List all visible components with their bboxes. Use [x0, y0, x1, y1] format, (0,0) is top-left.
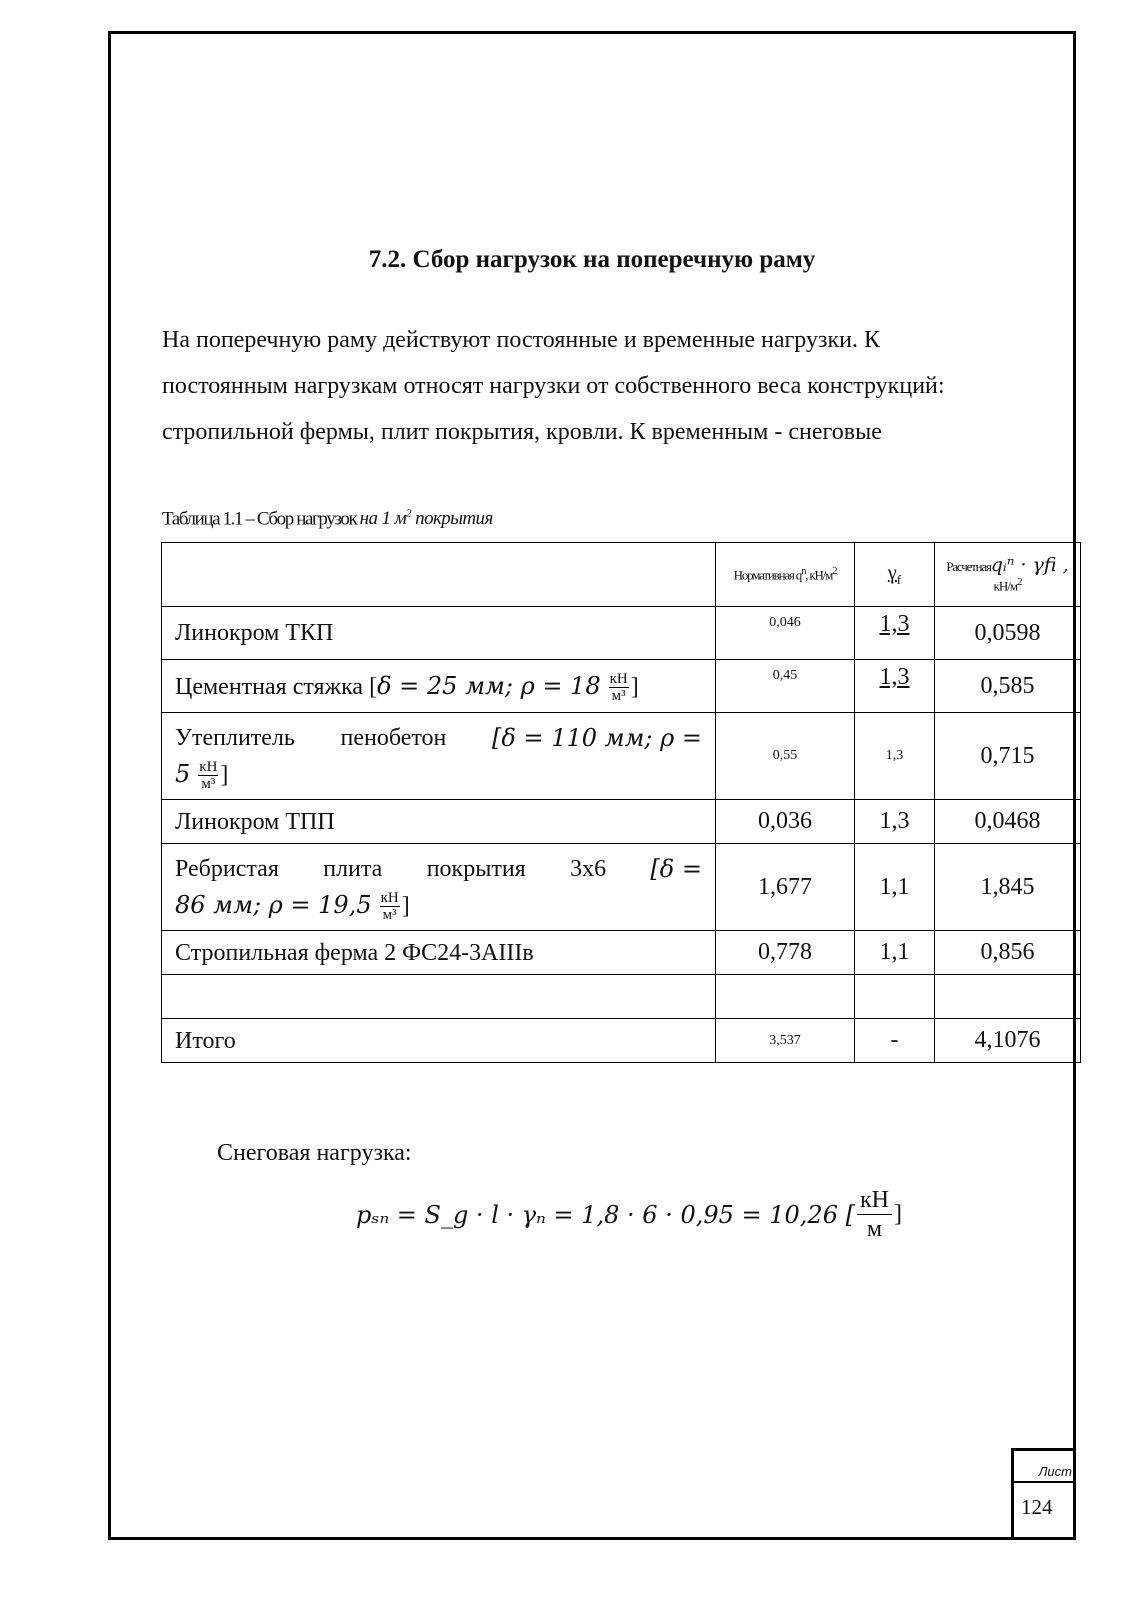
- caption-sup: 2: [406, 508, 412, 520]
- row-gamma: 1,1: [855, 931, 935, 975]
- header-normative: Нормативная $q^n$, $кН/м^2$: [716, 543, 855, 607]
- row-gamma: 1,3: [855, 713, 935, 800]
- row-name: Итого: [162, 1019, 716, 1063]
- table-row-empty: [162, 975, 1081, 1019]
- header-gamma: $\gamma_f$: [855, 543, 935, 607]
- row-design: 1,845: [935, 844, 1081, 931]
- unit-fraction: $\frac{кН}{\text{м³}}$: [380, 890, 399, 924]
- table-row: [162, 844, 1081, 931]
- row-gamma: [855, 975, 935, 1019]
- row-design: 4,1076: [935, 1019, 1081, 1063]
- row-name: Линокром ТКП: [162, 607, 716, 660]
- row-normative: 0,45: [716, 660, 855, 713]
- formula-expression: pₛₙ = S_g · l · γₙ = 1,8 · 6 · 0,95 = 10,26 [: [356, 1200, 855, 1229]
- row-design: 0,0468: [935, 800, 1081, 844]
- row-design: 0,0598: [935, 607, 1081, 660]
- row-design: 0,856: [935, 931, 1081, 975]
- row-normative: 0,036: [716, 800, 855, 844]
- row-name: [162, 975, 716, 1019]
- row-gamma: -: [855, 1019, 935, 1063]
- snow-load-label: Снеговая нагрузка:: [217, 1140, 412, 1166]
- table-row: [162, 660, 1081, 713]
- caption-italic: на 1 м: [359, 508, 407, 530]
- table-row: [162, 931, 1081, 975]
- intro-line-3: стропильной фермы, плит покрытия, кровли. К временным - снеговые: [162, 419, 882, 445]
- row-normative: 0,046: [716, 607, 855, 660]
- row-normative: [716, 975, 855, 1019]
- table-row: [162, 800, 1081, 844]
- unit-fraction: $\frac{кН}{\text{м³}}$: [609, 671, 628, 705]
- caption-prefix: Таблица 1.1 – Сбор нагрузок: [162, 508, 357, 530]
- intro-paragraph: [162, 317, 1062, 455]
- table-caption: [162, 508, 493, 530]
- row-design: [935, 975, 1081, 1019]
- section-heading: 7.2. Сбор нагрузок на поперечную раму: [368, 246, 816, 273]
- sheet-label: Лист: [1014, 1451, 1076, 1483]
- row-normative: 3,537: [716, 1019, 855, 1063]
- loads-table: [161, 542, 1081, 1063]
- unit-fraction: $\frac{кН}{\text{м³}}$: [199, 759, 218, 793]
- row-design: 0,585: [935, 660, 1081, 713]
- row-name: Цементная стяжка [δ = 25 мм; ρ = 18 $\frac{кН}{\text{м³}}$ ]: [162, 660, 716, 713]
- caption-suffix: покрытия: [411, 508, 493, 530]
- formula-end: ]: [893, 1201, 902, 1227]
- table-row-total: [162, 1019, 1081, 1063]
- snow-load-formula: [356, 1186, 902, 1243]
- row-name: Утеплитель пенобетон [δ = 110 мм; ρ = 5 $\frac{кН}{\text{м³}}$ ]: [162, 713, 716, 800]
- row-gamma: 1,3: [855, 607, 935, 660]
- row-gamma: 1,1: [855, 844, 935, 931]
- header-empty-cell: [162, 543, 716, 607]
- row-gamma: 1,3: [855, 660, 935, 713]
- row-name: Стропильная ферма 2 ФС24-3АIIIв: [162, 931, 716, 975]
- table-header-row: [162, 543, 1081, 607]
- page-number: 124: [1021, 1495, 1053, 1519]
- table-row: [162, 713, 1081, 800]
- intro-line-1: На поперечную раму действуют постоянные и временные нагрузки. К: [162, 327, 880, 353]
- header-design: Расчетнаяqᵢⁿ · γfi , $кН/м^2$: [935, 543, 1081, 607]
- row-normative: 0,778: [716, 931, 855, 975]
- table-row: [162, 607, 1081, 660]
- row-normative: 0,55: [716, 713, 855, 800]
- intro-line-2: постоянным нагрузкам относят нагрузки от собственного веса конструкций:: [162, 373, 945, 399]
- row-normative: 1,677: [716, 844, 855, 931]
- row-name: Ребристая плита покрытия 3х6 [δ = 86 мм; ρ = 19,5 $\frac{кН}{\text{м³}}$ ]: [162, 844, 716, 931]
- formula-unit-fraction: кН м: [857, 1186, 892, 1243]
- sheet-stamp: [1011, 1448, 1076, 1540]
- row-name: Линокром ТПП: [162, 800, 716, 844]
- row-design: 0,715: [935, 713, 1081, 800]
- row-gamma: 1,3: [855, 800, 935, 844]
